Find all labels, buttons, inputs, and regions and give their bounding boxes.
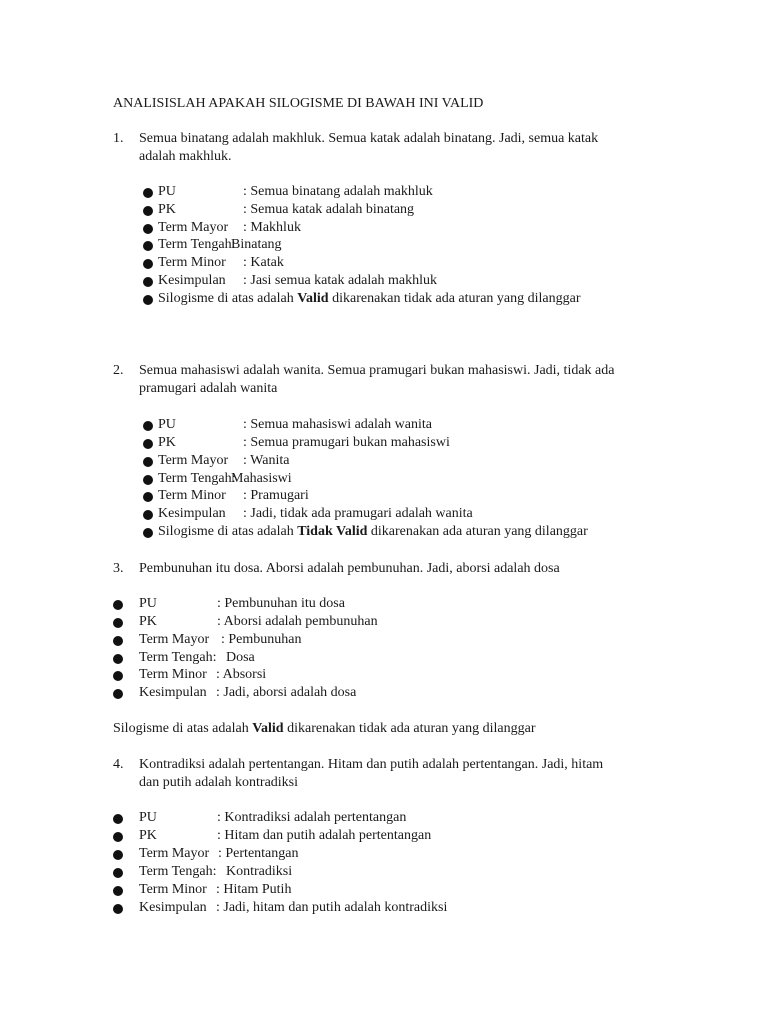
bullet-icon bbox=[113, 670, 123, 686]
q3-mayor-value: : Pembunuhan bbox=[221, 632, 302, 647]
bullet-icon bbox=[143, 509, 153, 525]
q4-kesimpulan-label: Kesimpulan bbox=[139, 900, 207, 915]
bullet-icon bbox=[143, 474, 153, 490]
q3-pu-value: : Pembunuhan itu dosa bbox=[217, 596, 345, 611]
bullet-icon bbox=[113, 867, 123, 883]
q1-pu-label: PU bbox=[158, 184, 176, 199]
q1-conclusion: Silogisme di atas adalah Valid dikarenakan tidak ada aturan yang dilanggar bbox=[158, 291, 581, 306]
question-3-number: 3. bbox=[113, 561, 124, 576]
question-4-statement-line-1: Kontradiksi adalah pertentangan. Hitam dan putih adalah pertentangan. Jadi, hitam bbox=[139, 757, 604, 772]
q2-pu-value: : Semua mahasiswi adalah wanita bbox=[243, 417, 432, 432]
q1-pk-label: PK bbox=[158, 202, 176, 217]
q2-tengah-value: Mahasiswi bbox=[231, 471, 292, 486]
q3-conclusion: Silogisme di atas adalah Valid dikarenakan tidak ada aturan yang dilanggar bbox=[113, 721, 536, 736]
q1-tengah-value: Binatang bbox=[231, 237, 282, 252]
question-1-statement-line-1: Semua binatang adalah makhluk. Semua katak adalah binatang. Jadi, semua katak bbox=[139, 131, 599, 146]
bullet-icon bbox=[143, 491, 153, 507]
q2-minor-value: : Pramugari bbox=[243, 488, 309, 503]
q3-kesimpulan-value: : Jadi, aborsi adalah dosa bbox=[216, 685, 357, 700]
q2-pk-value: : Semua pramugari bukan mahasiswi bbox=[243, 435, 450, 450]
q4-mayor-label: Term Mayor bbox=[139, 846, 210, 861]
q3-pk-label: PK bbox=[139, 614, 157, 629]
q2-mayor-value: : Wanita bbox=[243, 453, 290, 468]
q4-pu-label: PU bbox=[139, 810, 157, 825]
question-2-number: 2. bbox=[113, 363, 124, 378]
q1-kesimpulan-label: Kesimpulan bbox=[158, 273, 226, 288]
q2-pu-label: PU bbox=[158, 417, 176, 432]
question-1-number: 1. bbox=[113, 131, 124, 146]
q1-pu-value: : Semua binatang adalah makhluk bbox=[243, 184, 433, 199]
q4-pk-value: : Hitam dan putih adalah pertentangan bbox=[217, 828, 432, 843]
bullet-icon bbox=[113, 653, 123, 669]
q2-kesimpulan-label: Kesimpulan bbox=[158, 506, 226, 521]
bullet-icon bbox=[113, 903, 123, 919]
bullet-icon bbox=[113, 599, 123, 615]
bullet-icon bbox=[143, 456, 153, 472]
q4-minor-value: : Hitam Putih bbox=[216, 882, 292, 897]
bullet-icon bbox=[143, 420, 153, 436]
q1-pk-value: : Semua katak adalah binatang bbox=[243, 202, 415, 217]
bullet-icon bbox=[113, 831, 123, 847]
bullet-icon bbox=[143, 438, 153, 454]
q2-conclusion: Silogisme di atas adalah Tidak Valid dikarenakan ada aturan yang dilanggar bbox=[158, 524, 588, 539]
question-2-statement-line-1: Semua mahasiswi adalah wanita. Semua pramugari bukan mahasiswi. Jadi, tidak ada bbox=[139, 363, 615, 378]
q3-tengah-label: Term Tengah: bbox=[139, 650, 217, 665]
q3-tengah-value: Dosa bbox=[226, 650, 255, 665]
q1-mayor-label: Term Mayor bbox=[158, 220, 229, 235]
q1-tengah-label: Term Tengah: bbox=[158, 237, 236, 252]
bullet-icon bbox=[143, 258, 153, 274]
bullet-icon bbox=[113, 688, 123, 704]
document-title: ANALISISLAH APAKAH SILOGISME DI BAWAH INI VALID bbox=[113, 96, 484, 111]
q4-tengah-value: Kontradiksi bbox=[226, 864, 293, 879]
q4-pk-label: PK bbox=[139, 828, 157, 843]
q4-tengah-label: Term Tengah: bbox=[139, 864, 217, 879]
bullet-icon bbox=[143, 223, 153, 239]
bullet-icon bbox=[113, 635, 123, 651]
q1-mayor-value: : Makhluk bbox=[243, 220, 301, 235]
q3-kesimpulan-label: Kesimpulan bbox=[139, 685, 207, 700]
question-3-statement-line-1: Pembunuhan itu dosa. Aborsi adalah pembunuhan. Jadi, aborsi adalah dosa bbox=[139, 561, 560, 576]
bullet-icon bbox=[113, 617, 123, 633]
q1-minor-label: Term Minor bbox=[158, 255, 226, 270]
bullet-icon bbox=[143, 276, 153, 292]
q4-kesimpulan-value: : Jadi, hitam dan putih adalah kontradiksi bbox=[216, 900, 448, 915]
bullet-icon bbox=[113, 885, 123, 901]
q2-tengah-label: Term Tengah: bbox=[158, 471, 236, 486]
q3-pu-label: PU bbox=[139, 596, 157, 611]
question-4-statement-line-2: dan putih adalah kontradiksi bbox=[139, 775, 299, 790]
bullet-icon bbox=[113, 849, 123, 865]
question-1-statement-line-2: adalah makhluk. bbox=[139, 149, 232, 164]
q2-minor-label: Term Minor bbox=[158, 488, 226, 503]
question-2-statement-line-2: pramugari adalah wanita bbox=[139, 381, 278, 396]
q3-mayor-label: Term Mayor bbox=[139, 632, 210, 647]
bullet-icon bbox=[143, 294, 153, 310]
q1-minor-value: : Katak bbox=[243, 255, 284, 270]
q2-pk-label: PK bbox=[158, 435, 176, 450]
q2-mayor-label: Term Mayor bbox=[158, 453, 229, 468]
question-4-number: 4. bbox=[113, 757, 124, 772]
bullet-icon bbox=[143, 527, 153, 543]
q4-pu-value: : Kontradiksi adalah pertentangan bbox=[217, 810, 407, 825]
q4-minor-label: Term Minor bbox=[139, 882, 207, 897]
bullet-icon bbox=[143, 205, 153, 221]
q3-minor-label: Term Minor bbox=[139, 667, 207, 682]
q4-mayor-value: : Pertentangan bbox=[218, 846, 299, 861]
bullet-icon bbox=[113, 813, 123, 829]
q1-kesimpulan-value: : Jasi semua katak adalah makhluk bbox=[243, 273, 437, 288]
bullet-icon bbox=[143, 240, 153, 256]
q3-minor-value: : Absorsi bbox=[216, 667, 267, 682]
q2-kesimpulan-value: : Jadi, tidak ada pramugari adalah wanita bbox=[243, 506, 473, 521]
q3-pk-value: : Aborsi adalah pembunuhan bbox=[217, 614, 378, 629]
bullet-icon bbox=[143, 187, 153, 203]
